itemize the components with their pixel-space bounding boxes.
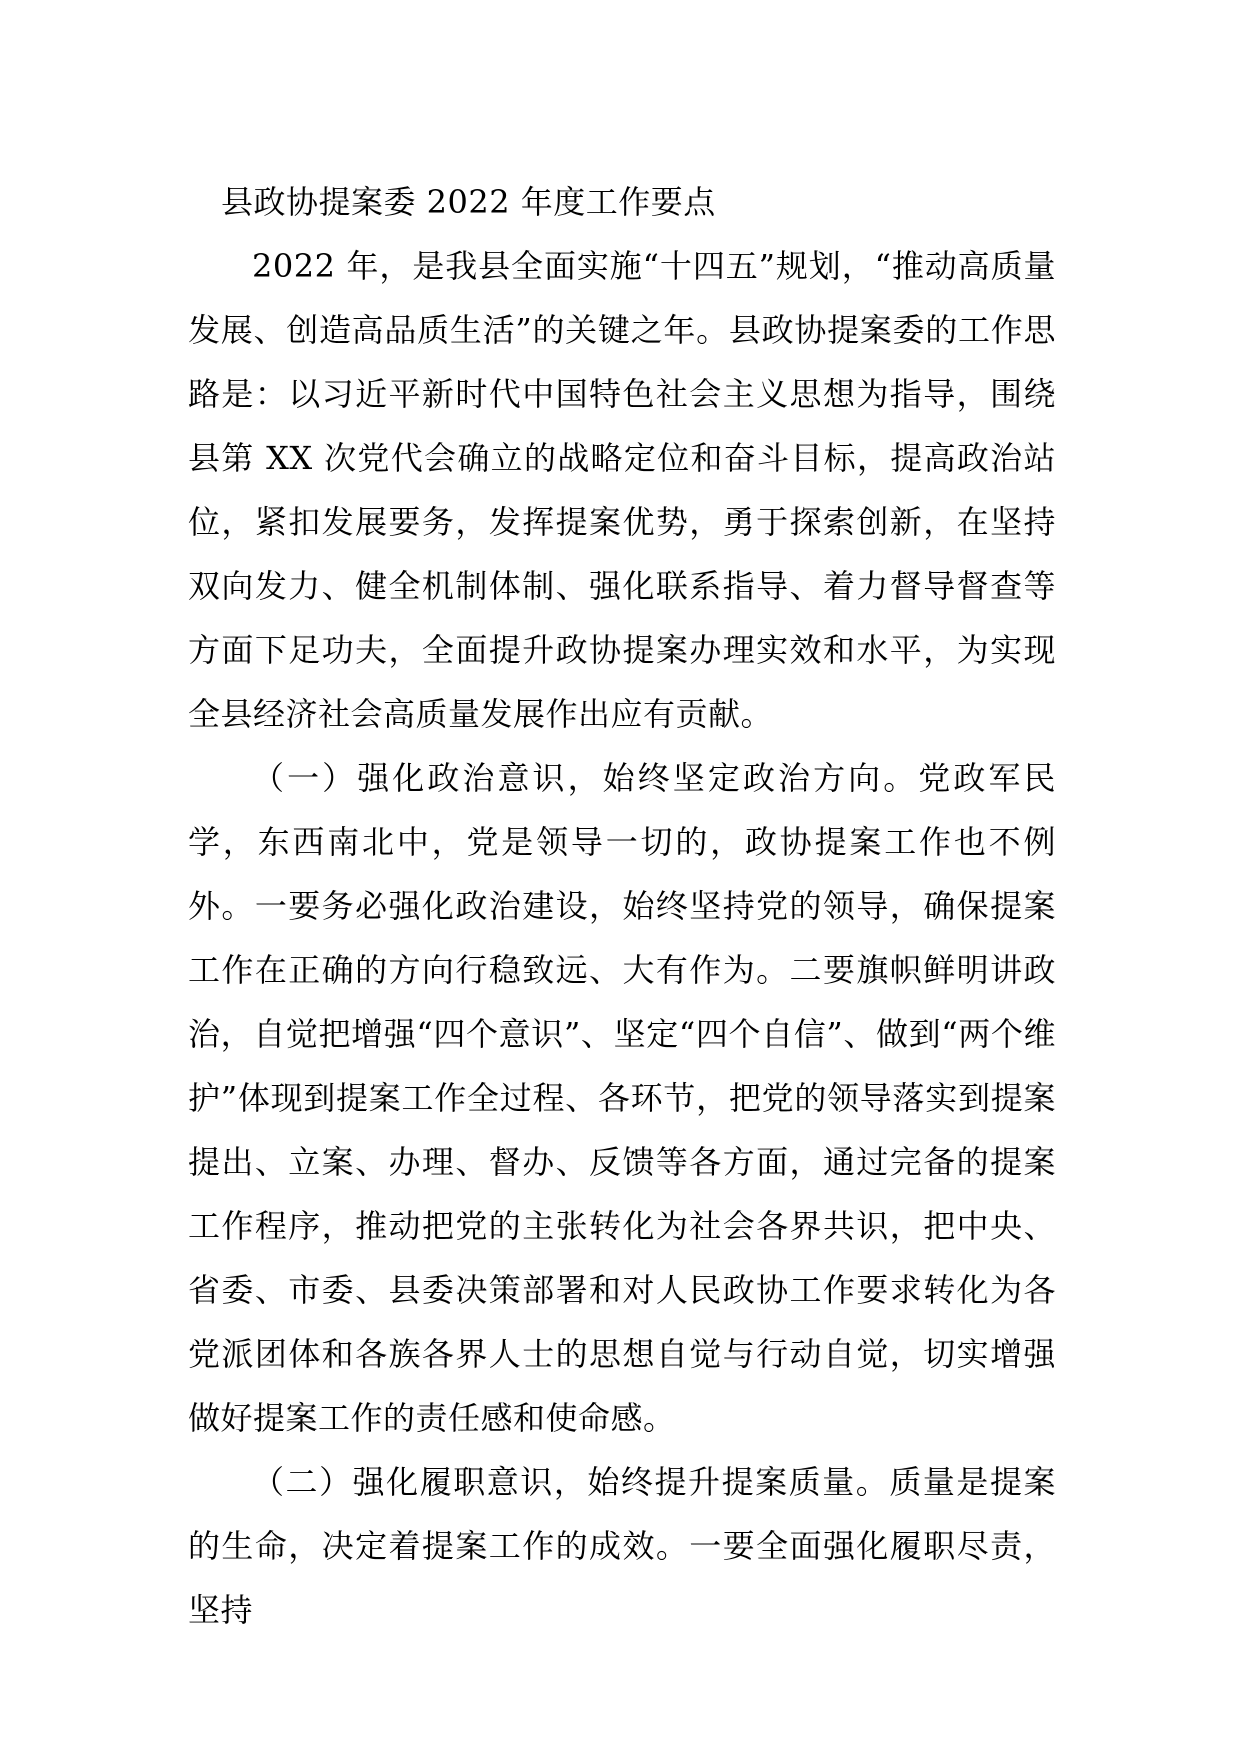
section-two-paragraph: （二）强化履职意识，始终提升提案质量。质量是提案的生命，决定着提案工作的成效。一要全面强化履职尽责，坚持: [188, 1463, 1056, 1629]
intro-paragraph: 2022 年，是我县全面实施“十四五”规划，“推动高质量发展、创造高品质生活”的关键之年。县政协提案委的工作思路是：以习近平新时代中国特色社会主义思想为指导，围绕县第 XX 次党代会确立的战略定位和奋斗目标，提高政治站位，紧扣发展要务，发挥提案优势，勇于探索创新，在坚持双向发力、健全机制体制、强化联系指导、着力督导督查等方面下足功夫，全面提升政协提案办理实效和水平，为实现全县经济社会高质量发展作出应有贡献。: [188, 247, 1056, 733]
document-body: [188, 170, 1056, 1642]
section-one-paragraph: （一）强化政治意识，始终坚定政治方向。党政军民学，东西南北中，党是领导一切的，政协提案工作也不例外。一要务必强化政治建设，始终坚持党的领导，确保提案工作在正确的方向行稳致远、大有作为。二要旗帜鲜明讲政治，自觉把增强“四个意识”、坚定“四个自信”、做到“两个维护”体现到提案工作全过程、各环节，把党的领导落实到提案提出、立案、办理、督办、反馈等各方面，通过完备的提案工作程序，推动把党的主张转化为社会各界共识，把中央、省委、市委、县委决策部署和对人民政协工作要求转化为各党派团体和各族各界人士的思想自觉与行动自觉，切实增强做好提案工作的责任感和使命感。: [188, 759, 1056, 1437]
document-title: 县政协提案委 2022 年度工作要点: [221, 183, 716, 221]
